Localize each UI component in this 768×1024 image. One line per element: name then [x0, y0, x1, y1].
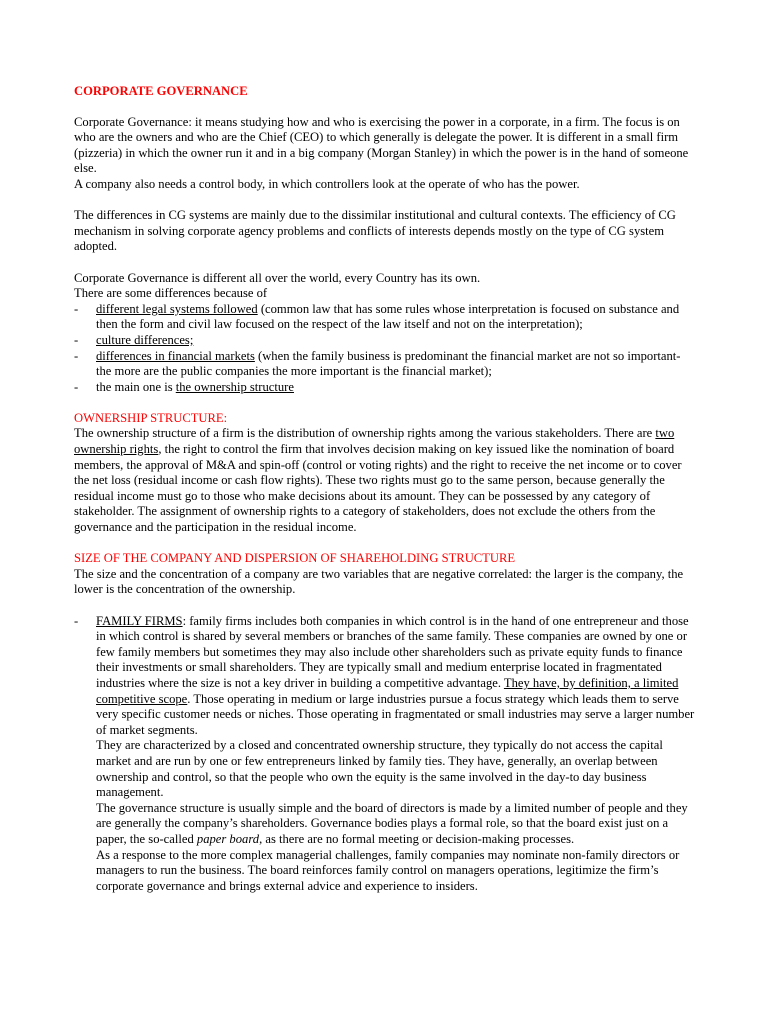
list-item [74, 333, 696, 349]
document-title: CORPORATE GOVERNANCE [74, 84, 248, 98]
family-paragraph-4: As a response to the more complex managerial challenges, family companies may nominate non-family directors or managers to run the business. The board reinforces family control on managers operations, legitimize the firm’s corporate governance and brings external advice and experience to insiders. [96, 847, 680, 893]
list-dash: - [74, 613, 79, 628]
list-item [74, 302, 696, 333]
list-item [74, 380, 696, 396]
intro-paragraph-3: The differences in CG systems are mainly due to the dissimilar institutional and cultural contexts. The efficiency of CG mechanism in solving corporate agency problems and conflicts of interests depends mostly on the type of CG system adopted. [74, 208, 676, 254]
list-dash: - [74, 301, 79, 316]
list-item-text: (common law that has some rules whose interpretation is focused on substance and then the form and civil law focused on the respect of the law itself and not on the interpretation); [96, 301, 680, 332]
family-underlined: They have, by definition, a limited competitive scope [96, 675, 679, 706]
size-paragraph: The size and the concentration of a company are two variables that are negative correlated: the larger is the company, the lower is the concentration of the ownership. [74, 566, 684, 597]
list-item-text: (when the family business is predominant the financial market are not so important- the more are the public companies the more important is the financial market); [96, 348, 681, 379]
list-dash: - [74, 332, 79, 347]
intro-paragraph-1: Corporate Governance: it means studying how and who is exercising the power in a corporate, in a firm. The focus is on who are the owners and who are the Chief (CEO) to which generally is delegate the power. It is different in a small firm (pizzeria) in which the owner run it and in a big company (Morgan Stanley) in which the power is in the hand of someone else. [74, 114, 689, 176]
family-text-1: : family firms includes both companies in which control is in the hand of one entrepreneur and those in which control is shared by several members or branches of the same family. These companies are owned by one or few family members but sometimes they may also include other shareholders such as private equity funds to finance their investments or small shareholders. They are typically small and medium enterprise located in fragmentated industries where the size is not a key driver in building a competitive advantage. [96, 613, 689, 690]
list-dash: - [74, 379, 79, 394]
list-item-underlined: the ownership structure [175, 379, 294, 394]
list-item-text: the main one is [96, 379, 176, 394]
family-firms-item [74, 614, 696, 895]
family-paragraph-2: They are characterized by a closed and concentrated ownership structure, they typically do not access the capital market and are run by one or few entrepreneurs linked by family ties. They have, generally, an overlap between ownership and control, so that the people who own the equity is the same involved in the day-to day business management. [96, 738, 663, 800]
intro-paragraph-4a: Corporate Governance is different all over the world, every Country has its own. [74, 270, 481, 285]
differences-list [74, 302, 696, 396]
family-paragraph-3 [96, 801, 696, 848]
family-paragraph-1 [96, 614, 696, 739]
list-dash: - [74, 348, 79, 363]
ownership-heading: OWNERSHIP STRUCTURE: [74, 410, 228, 425]
family-text-3b: , as there are no formal meeting or decision-making processes. [259, 831, 575, 846]
family-text-3a: The governance structure is usually simple and the board of directors is made by a limited number of people and they are generally the company’s shareholders. Governance bodies plays a formal role, so that the board exist just on a paper, the so-called [96, 800, 688, 846]
intro-paragraph-2: A company also needs a control body, in which controllers look at the operate of who has the power. [74, 176, 580, 191]
document-page [74, 84, 696, 894]
ownership-paragraph [74, 426, 696, 535]
ownership-text-2: , the right to control the firm that involves decision making on key issued like the nomination of board members, the approval of M&A and spin-off (control or voting rights) and the right to receive the net income or to cover the net loss (residual income or cash flow rights). These two rights must go to the same person, because generally the residual income must go to those who make decisions about its amount. They can be possessed by any category of stakeholder. The assignment of ownership rights to a category of stakeholders, does not exclude the others from the governance and the participation in the residual income. [74, 442, 682, 535]
intro-paragraph-4b: There are some differences because of [74, 286, 268, 301]
ownership-text-1: The ownership structure of a firm is the distribution of ownership rights among the various stakeholders. There are [74, 426, 656, 441]
size-heading: SIZE OF THE COMPANY AND DISPERSION OF SHAREHOLDING STRUCTURE [74, 551, 516, 566]
family-text-2: . Those operating in medium or large industries pursue a focus strategy which leads them to serve very specific customer needs or niches. Those operating in fragmentated or small industries may serve a larger number of market segments. [96, 691, 695, 737]
family-firms-label: FAMILY FIRMS [96, 613, 183, 628]
list-item-underlined: different legal systems followed [96, 301, 258, 316]
paper-board-term: paper board [196, 831, 260, 846]
ownership-underlined: two ownership rights [74, 426, 675, 457]
list-item [74, 349, 696, 380]
list-item-underlined: culture differences; [96, 332, 194, 347]
list-item-underlined: differences in financial markets [96, 348, 255, 363]
